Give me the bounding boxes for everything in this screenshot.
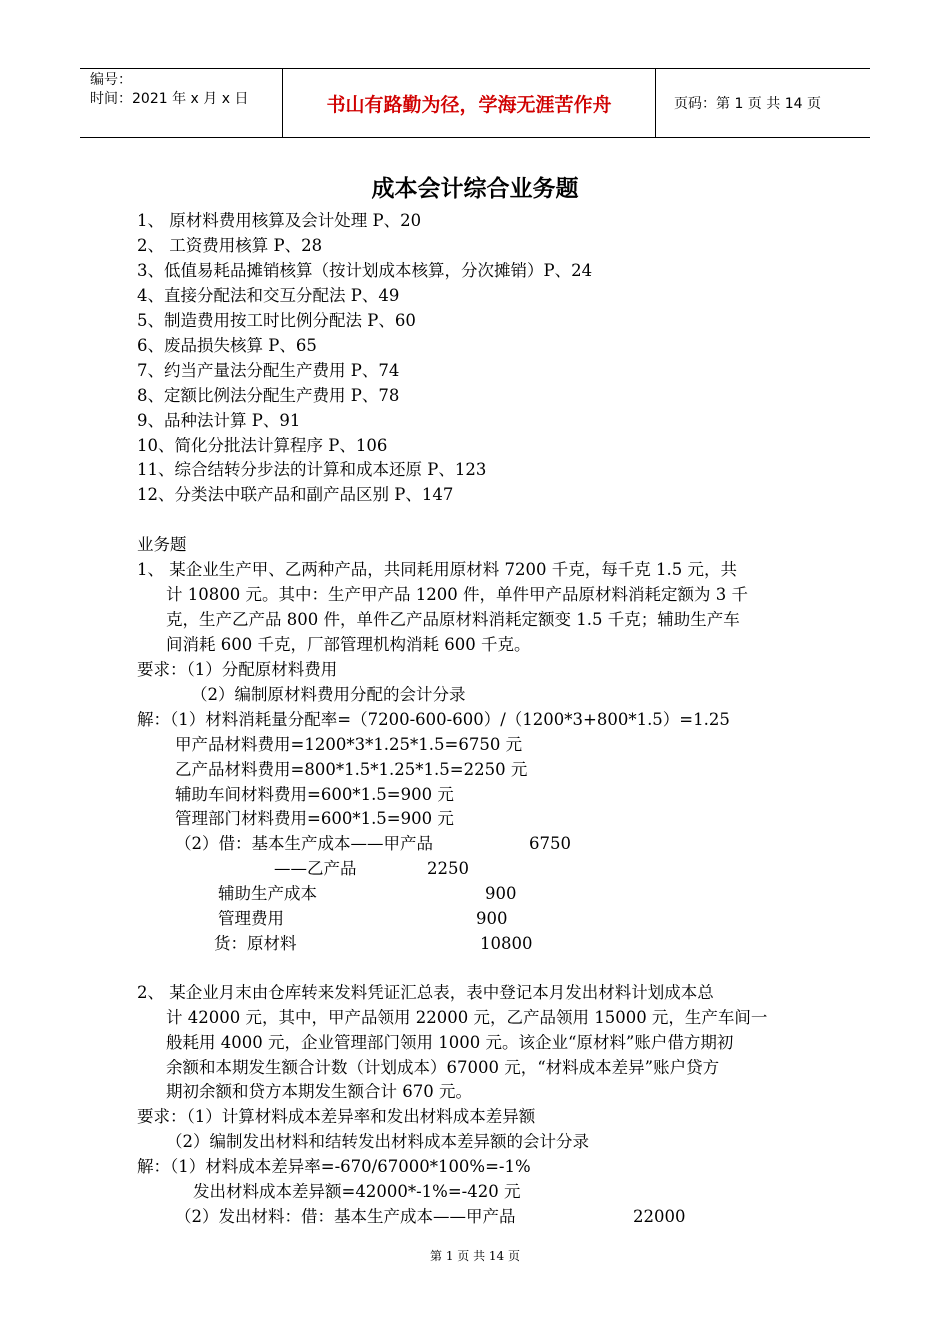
journal-entry-text: 货：原材料 [214, 934, 297, 953]
toc-item: 3、低值易耗品摊销核算（按计划成本核算，分次摊销）P、24 [137, 261, 593, 280]
question-line: 余额和本期发生额合计数（计划成本）67000 元，“材料成本差异”账户贷方 [166, 1058, 720, 1077]
solution-line: 解：（1）材料消耗量分配率=（7200-600-600）/（1200*3+800*1.5）=1.25 [137, 710, 730, 729]
journal-entry-amount: 10800 [480, 934, 533, 953]
header-motto: 书山有路勤为径，学海无涯苦作舟 [282, 69, 656, 137]
question-line: 期初余额和贷方本期发生额合计 670 元。 [166, 1082, 472, 1101]
journal-entry-text: （2）借：基本生产成本——甲产品 [175, 834, 433, 853]
toc-item: 9、品种法计算 P、91 [137, 411, 301, 430]
toc-item: 8、定额比例法分配生产费用 P、78 [137, 386, 400, 405]
document-title: 成本会计综合业务题 [371, 176, 579, 202]
toc-item: 6、废品损失核算 P、65 [137, 336, 317, 355]
journal-entry-amount: 2250 [427, 859, 469, 878]
toc-item: 12、分类法中联产品和副产品区别 P、147 [137, 485, 454, 504]
requirement-line: （2）编制原材料费用分配的会计分录 [191, 685, 466, 704]
journal-entry-text: 辅助生产成本 [218, 884, 317, 903]
requirement-line: 要求：（1）计算材料成本差异率和发出材料成本差异额 [137, 1107, 536, 1126]
document-header [80, 68, 870, 138]
solution-line: 发出材料成本差异额=42000*-1%=-420 元 [193, 1182, 521, 1201]
question-line: 2、 某企业月末由仓库转来发料凭证汇总表，表中登记本月发出材料计划成本总 [137, 983, 714, 1002]
page-info-text: 页码：第 1 页 共 14 页 [674, 96, 821, 112]
toc-item: 4、直接分配法和交互分配法 P、49 [137, 286, 400, 305]
toc-item: 2、 工资费用核算 P、28 [137, 236, 323, 255]
question-line: 间消耗 600 千克，厂部管理机构消耗 600 千克。 [166, 635, 531, 654]
solution-line: 乙产品材料费用=800*1.5*1.25*1.5=2250 元 [175, 760, 528, 779]
solution-line: 管理部门材料费用=600*1.5=900 元 [175, 809, 454, 828]
solution-line: 解：（1）材料成本差异率=-670/67000*100%=-1% [137, 1157, 531, 1176]
requirement-line: （2）编制发出材料和结转发出材料成本差异额的会计分录 [166, 1132, 589, 1151]
solution-line: 辅助车间材料费用=600*1.5=900 元 [175, 785, 454, 804]
header-page-info [664, 69, 870, 137]
toc-item: 11、综合结转分步法的计算和成本还原 P、123 [137, 460, 487, 479]
toc-item: 5、制造费用按工时比例分配法 P、60 [137, 311, 416, 330]
question-line: 计 10800 元。其中：生产甲产品 1200 件，单件甲产品原材料消耗定额为 3 千 [166, 585, 748, 604]
solution-line: 甲产品材料费用=1200*3*1.25*1.5=6750 元 [175, 735, 523, 754]
question-line: 计 42000 元，其中，甲产品领用 22000 元，乙产品领用 15000 元，生产车间一 [166, 1008, 768, 1027]
journal-entry-amount: 6750 [529, 834, 571, 853]
journal-entry-amount: 900 [485, 884, 517, 903]
toc-item: 1、 原材料费用核算及会计处理 P、20 [137, 211, 422, 230]
toc-item: 10、简化分批法计算程序 P、106 [137, 436, 388, 455]
question-line: 克，生产乙产品 800 件，单件乙产品原材料消耗定额变 1.5 千克；辅助生产车 [166, 610, 740, 629]
journal-entry-text: ——乙产品 [274, 859, 357, 878]
journal-entry-amount: 22000 [633, 1207, 686, 1226]
toc-item: 7、约当产量法分配生产费用 P、74 [137, 361, 400, 380]
header-meta [80, 69, 282, 137]
journal-entry-text: （2）发出材料：借：基本生产成本——甲产品 [175, 1207, 516, 1226]
question-line: 1、 某企业生产甲、乙两种产品，共同耗用原材料 7200 千克，每千克 1.5 元，共 [137, 560, 737, 579]
section-label: 业务题 [137, 535, 187, 554]
journal-entry-text: 管理费用 [218, 909, 284, 928]
code-label: 编号： [90, 72, 132, 88]
question-line: 般耗用 4000 元，企业管理部门领用 1000 元。该企业“原材料”账户借方期初 [166, 1033, 734, 1052]
requirement-line: 要求：（1）分配原材料费用 [137, 660, 338, 679]
page-footer: 第 1 页 共 14 页 [430, 1249, 520, 1263]
journal-entry-amount: 900 [476, 909, 508, 928]
date-label: 时间：2021 年 x 月 x 日 [90, 91, 249, 107]
